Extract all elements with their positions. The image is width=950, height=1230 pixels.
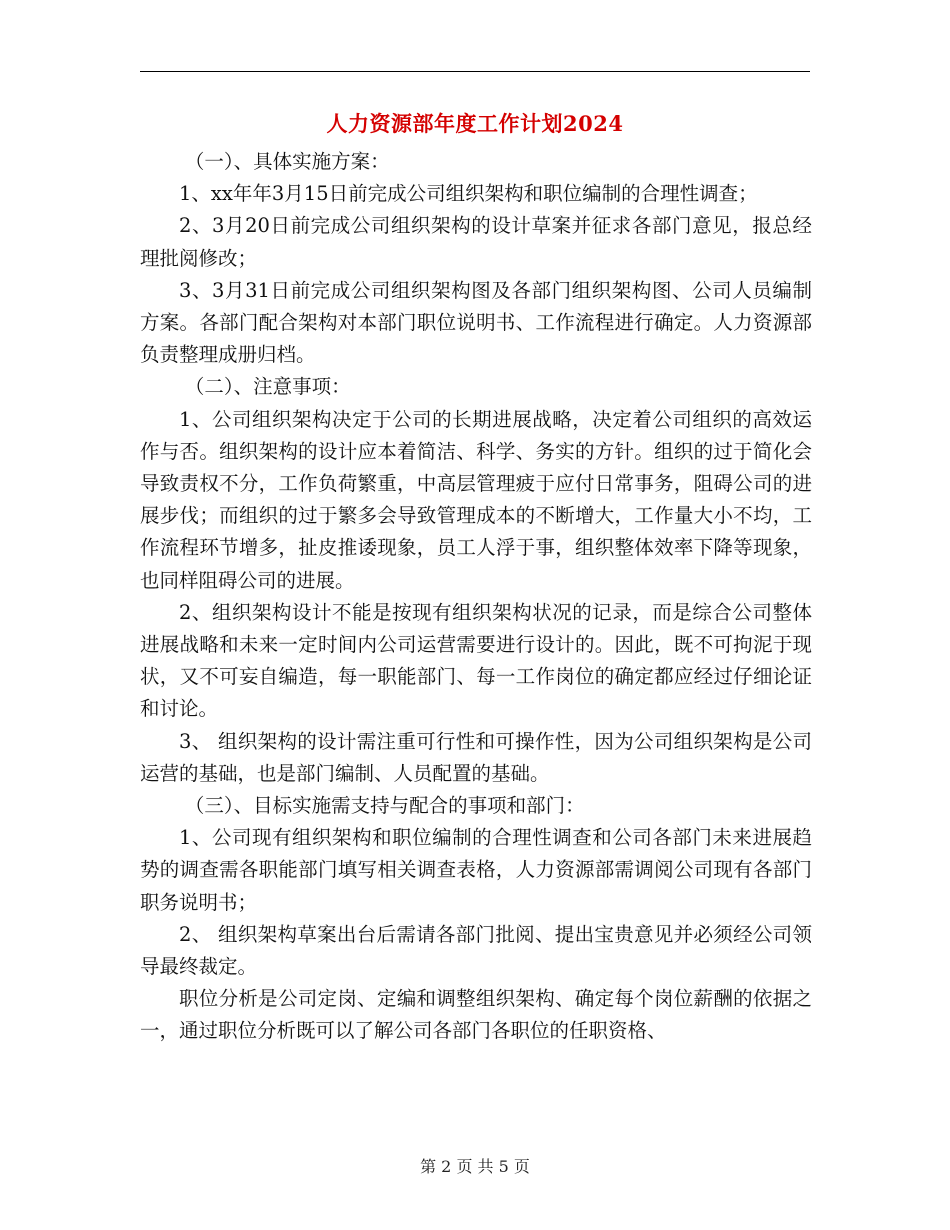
paragraph: 职位分析是公司定岗、定编和调整组织架构、确定每个岗位薪酬的依据之一，通过职位分析既可以了解公司各部门各职位的任职资格、 [140, 987, 812, 1043]
paragraph: 2、3月20日前完成公司组织架构的设计草案并征求各部门意见，报总经理批阅修改； [140, 214, 812, 270]
paragraph: 2、组织架构设计不能是按现有组织架构状况的记录，而是综合公司整体进展战略和未来一定时间内公司运营需要进行设计的。因此，既不可拘泥于现状，又不可妄自编造，每一职能部门、每一工作岗位的确定都应经过仔细论证和讨论。 [140, 600, 812, 721]
page-footer: 第 2 页 共 5 页 [420, 1157, 530, 1176]
paragraph: 1、公司现有组织架构和职位编制的合理性调查和公司各部门未来进展趋势的调查需各职能部门填写相关调查表格，人力资源部需调阅公司现有各部门职务说明书； [140, 826, 812, 914]
paragraph: 2、 组织架构草案出台后需请各部门批阅、提出宝贵意见并必须经公司领导最终裁定。 [140, 922, 812, 979]
paragraph: 1、公司组织架构决定于公司的长期进展战略，决定着公司组织的高效运作与否。组织架构的设计应本着简洁、科学、务实的方针。组织的过于简化会导致责权不分，工作负荷繁重，中高层管理疲于应付日常事务，阻碍公司的进展步伐；而组织的过于繁多会导致管理成本的不断增大，工作量大小不均，工作流程环节增多，扯皮推诿现象，员工人浮于事，组织整体效率下降等现象，也同样阻碍公司的进展。 [140, 407, 812, 592]
document-title: 人力资源部年度工作计划2024 [326, 111, 624, 136]
paragraph: 3、3月31日前完成公司组织架构图及各部门组织架构图、公司人员编制方案。各部门配合架构对本部门职位说明书、工作流程进行确定。人力资源部负责整理成册归档。 [140, 278, 812, 367]
section-heading-2: （二）、注意事项： [184, 375, 351, 399]
section-heading-3: （三）、目标实施需支持与配合的事项和部门： [184, 794, 585, 818]
paragraph: 3、 组织架构的设计需注重可行性和可操作性，因为公司组织架构是公司运营的基础，也是部门编制、人员配置的基础。 [140, 729, 812, 785]
document-body [140, 146, 812, 1048]
paragraph: 1、xx年年3月15日前完成公司组织架构和职位编制的合理性调查； [179, 182, 758, 206]
header-rule [140, 71, 810, 72]
section-heading-1: （一）、具体实施方案： [184, 150, 390, 173]
